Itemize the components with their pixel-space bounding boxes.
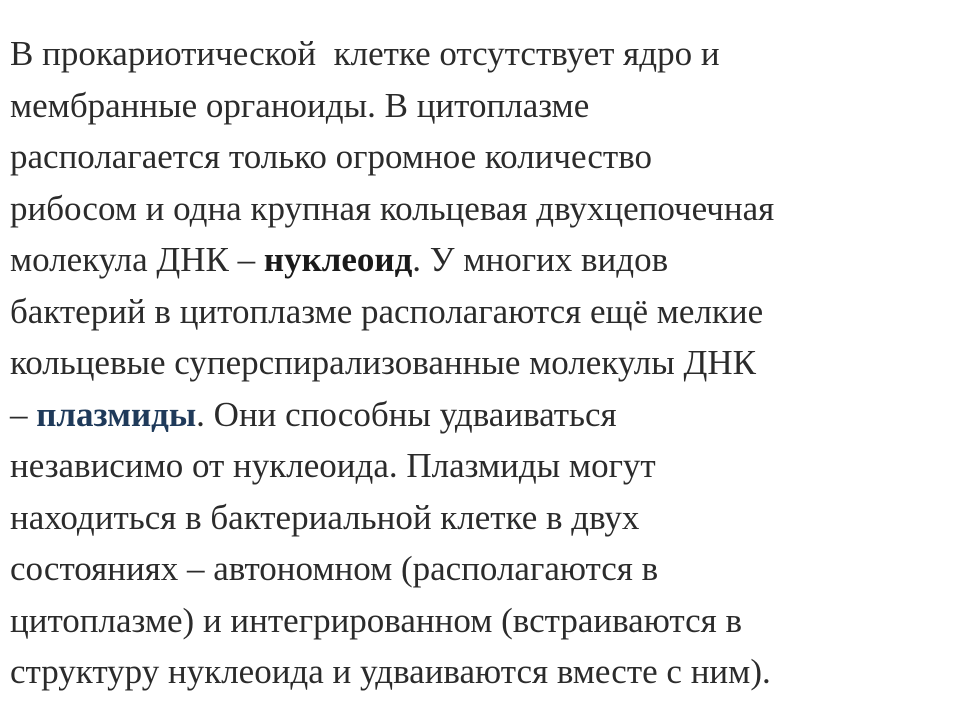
text-line-4: рибосом и одна крупная кольцевая двухцепочечная — [10, 188, 775, 228]
text-line-10: находиться в бактериальной клетке в двух — [10, 497, 640, 537]
text-line-5-after: . У многих видов — [412, 240, 669, 279]
text-line-12: цитоплазме) и интегрированном (встраиваются в — [10, 600, 743, 640]
text-line-2: мембранные органоиды. В цитоплазме — [10, 85, 590, 125]
text-line-11: состояниях – автономном (располагаются в — [10, 549, 659, 588]
slide-text-body — [10, 28, 955, 698]
text-line-3: располагается только огромное количество — [10, 137, 653, 176]
text-line-8-before: – — [10, 394, 37, 434]
text-line-9: независимо от нуклеоида. Плазмиды могут — [10, 446, 656, 485]
text-line-1: В прокариотической клетке отсутствует ядро и — [10, 34, 720, 73]
term-nucleoid: нуклеоид — [263, 240, 413, 279]
text-line-13: структуру нуклеоида и удваиваются вместе с ним). — [10, 652, 771, 691]
text-line-5 — [10, 234, 955, 286]
term-plasmids: плазмиды — [36, 394, 197, 434]
text-line-8 — [10, 389, 955, 441]
text-line-7: кольцевые суперспирализованные молекулы ДНК — [10, 343, 757, 382]
text-line-8-after: . Они способны удваиваться — [196, 394, 617, 434]
text-line-5-before: молекула ДНК – — [10, 240, 264, 279]
text-line-6: бактерий в цитоплазме располагаются ещё мелкие — [10, 291, 764, 331]
